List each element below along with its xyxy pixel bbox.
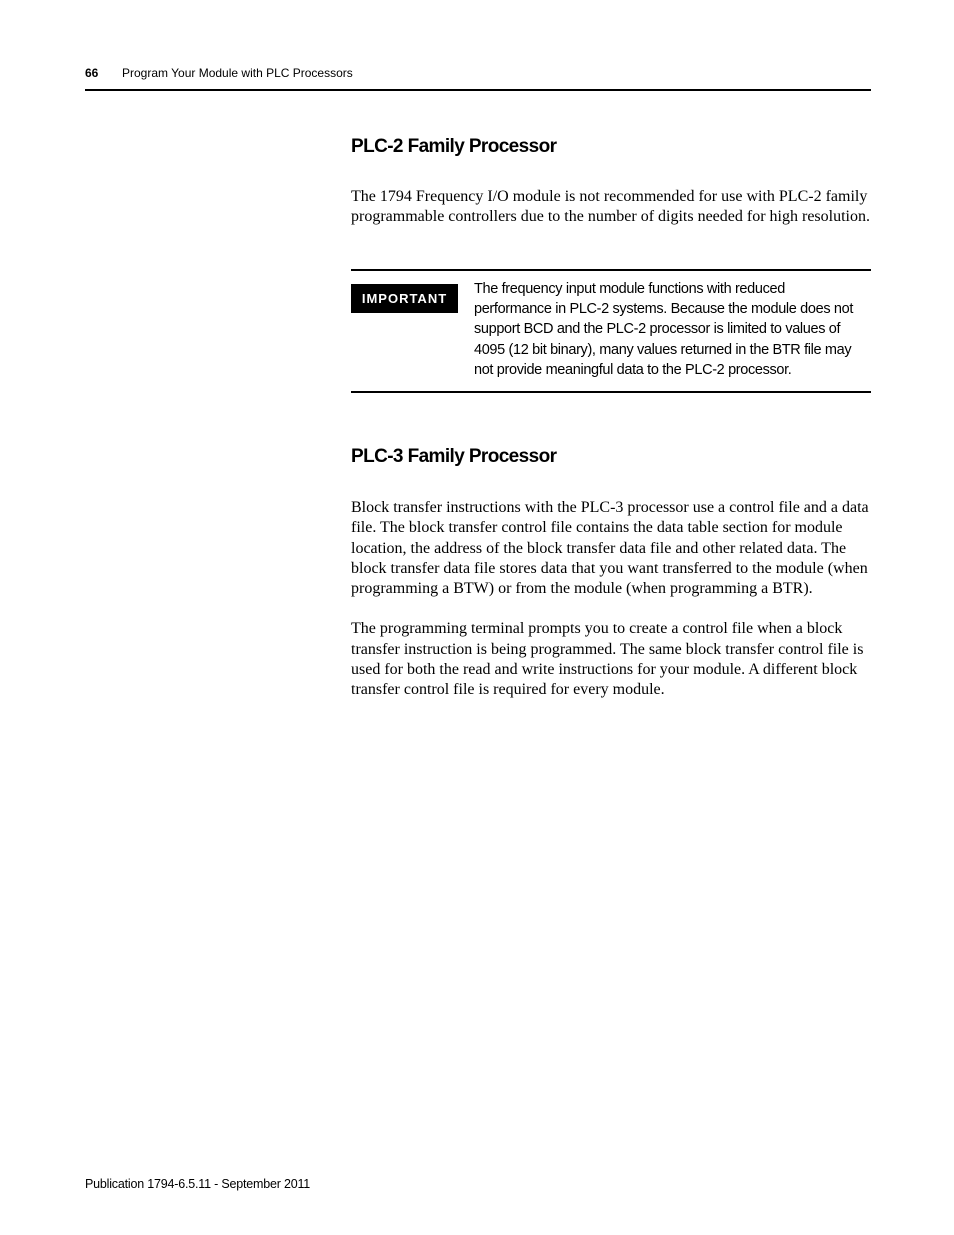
- section-plc3-body: [351, 498, 871, 701]
- running-title: Program Your Module with PLC Processors: [122, 66, 353, 80]
- section-plc3-heading-block: [351, 446, 871, 468]
- section-plc2-heading-block: [351, 136, 871, 158]
- section-heading-plc3: PLC-3 Family Processor: [351, 446, 557, 467]
- paragraph-plc3-1: Block transfer instructions with the PLC-3 processor use a control file and a data file. The block transfer control file contains the data table section for module location, the address of the block transfer data file and other related data. The block transfer data file stores data that you want transferred to the module (when programming a BTW) or from the module (when programming a BTR).: [351, 499, 869, 598]
- header-rule: [85, 89, 871, 91]
- page-footer: Publication 1794-6.5.11 - September 2011: [85, 1177, 311, 1191]
- page-number: 66: [85, 66, 99, 80]
- important-text: The frequency input module functions with reduced performance in PLC-2 systems. Because the module does not support BCD and the PLC-2 processor is limited to values of 4095 (12 bit binary), many values returned in the BTR file may not provide meaningful data to the PLC-2 processor.: [474, 281, 854, 378]
- important-label: IMPORTANT: [351, 284, 458, 313]
- section-heading-plc2: PLC-2 Family Processor: [351, 136, 557, 157]
- paragraph-plc3-2: The programming terminal prompts you to create a control file when a block transfer instruction is being programmed. The same block transfer control file is used for both the read and write instructions for your module. A different block transfer control file is required for every module.: [351, 620, 864, 699]
- important-callout: [351, 269, 871, 393]
- section-plc2-body: [351, 187, 871, 228]
- paragraph-plc2-intro: The 1794 Frequency I/O module is not recommended for use with PLC-2 family programmable controllers due to the number of digits needed for high resolution.: [351, 188, 870, 226]
